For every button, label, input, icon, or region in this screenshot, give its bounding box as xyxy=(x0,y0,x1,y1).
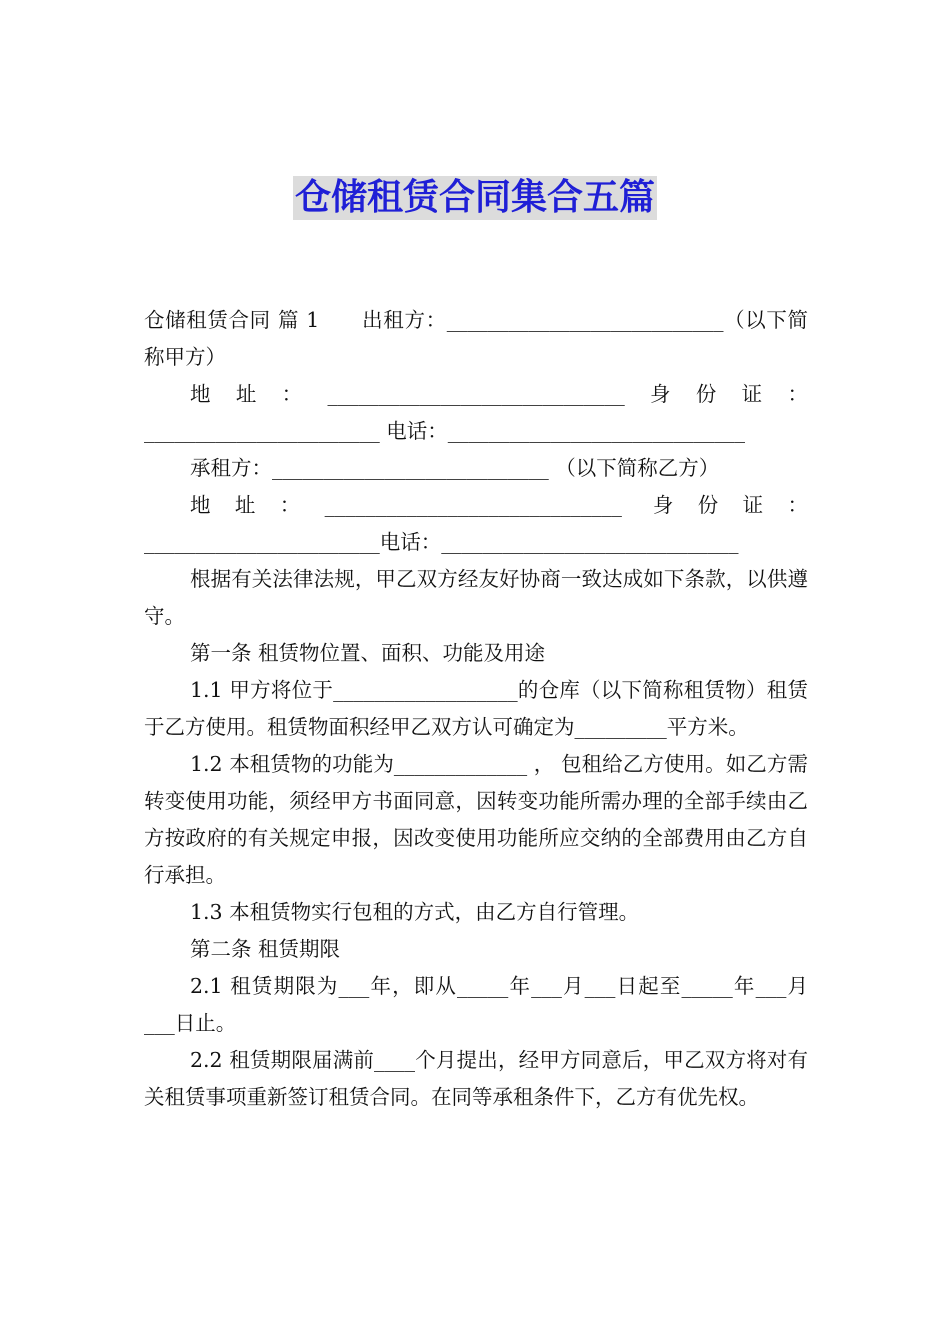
heading-article-2: 第二条 租赁期限 xyxy=(190,937,341,961)
paragraph-lessor-address: 地址：_____________________________身份证：_______________________ 电话：_____________________________ xyxy=(144,382,808,443)
paragraph-preamble: 根据有关法律法规，甲乙双方经友好协商一致达成如下条款，以供遵守。 xyxy=(144,567,808,628)
paragraph-lessee: 承租方：___________________________ （以下简称乙方） xyxy=(190,456,720,480)
clause-2-2: 2.2 租赁期限届满前____个月提出，经甲方同意后，甲乙双方将对有关租赁事项重新签订租赁合同。在同等承租条件下，乙方有优先权。 xyxy=(144,1048,808,1109)
document-title-wrap xyxy=(0,176,950,220)
paragraph-header: 仓储租赁合同 篇 1 出租方：___________________________（以下简称甲方） xyxy=(144,308,808,369)
clause-2-1: 2.1 租赁期限为___年，即从_____年___月___日起至_____年___月___日止。 xyxy=(144,974,808,1035)
heading-article-1: 第一条 租赁物位置、面积、功能及用途 xyxy=(190,641,546,665)
document-title: 仓储租赁合同集合五篇 xyxy=(294,177,655,218)
paragraph-lessee-address: 地址：_____________________________ 身份证：_______________________电话：_____________________________ xyxy=(144,493,808,554)
clause-1-3: 1.3 本租赁物实行包租的方式，由乙方自行管理。 xyxy=(190,900,640,924)
clause-1-1: 1.1 甲方将位于__________________的仓库（以下简称租赁物）租赁于乙方使用。租赁物面积经甲乙双方认可确定为_________平方米。 xyxy=(144,678,808,739)
contract-body xyxy=(144,302,808,1116)
clause-1-2: 1.2 本租赁物的功能为_____________ ， 包租给乙方使用。如乙方需转变使用功能，须经甲方书面同意，因转变功能所需办理的全部手续由乙方按政府的有关规定申报，因改变使用功能所应交纳的全部费用由乙方自行承担。 xyxy=(144,752,808,887)
